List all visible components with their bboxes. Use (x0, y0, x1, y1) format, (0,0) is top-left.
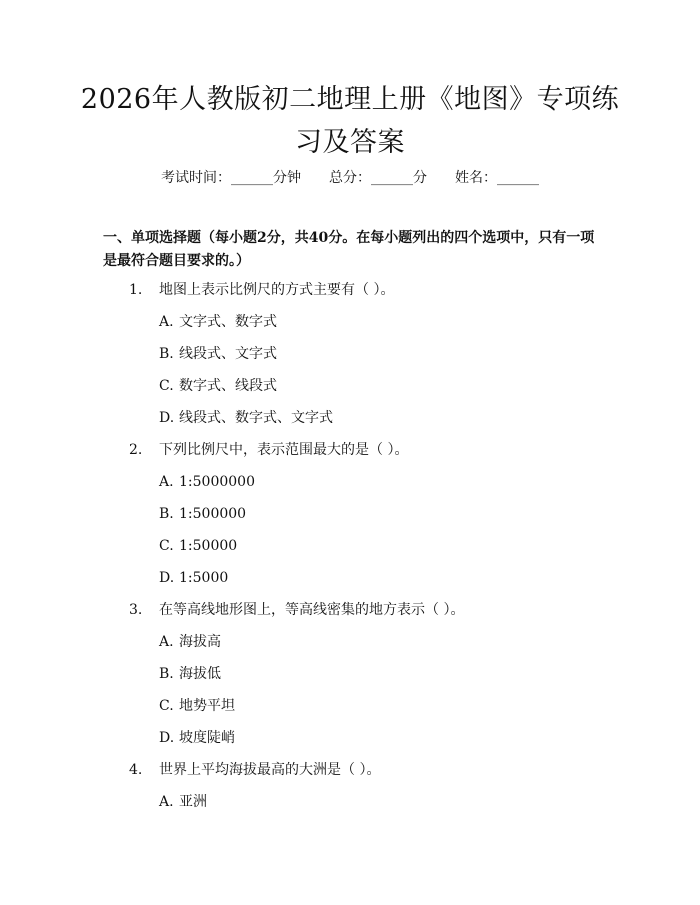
question-3-option-d (0, 728, 700, 760)
option-letter: B. (159, 506, 174, 522)
question-1 (0, 280, 700, 312)
option-text: 数字式、线段式 (179, 378, 277, 394)
option-letter: D. (159, 570, 175, 586)
option-text: 坡度陡峭 (179, 730, 235, 746)
question-stem: 地图上表示比例尺的方式主要有（ ）。 (159, 282, 395, 298)
option-letter: A. (159, 314, 174, 330)
option-text: 1:50000 (179, 538, 238, 554)
question-2-option-b (0, 504, 700, 536)
question-1-option-b (0, 344, 700, 376)
question-2-option-a (0, 472, 700, 504)
question-2-option-d (0, 568, 700, 600)
question-2-option-c (0, 536, 700, 568)
option-text: 线段式、数字式、文字式 (179, 410, 333, 426)
question-4-option-a (0, 792, 700, 824)
option-letter: A. (159, 474, 174, 490)
question-list (0, 280, 700, 824)
option-text: 1:500000 (179, 506, 247, 522)
total-score-field: 总分：______分 (329, 170, 427, 186)
option-text: 亚洲 (179, 794, 207, 810)
option-text: 海拔低 (179, 666, 221, 682)
section-heading: 一、单项选择题（每小题2分，共40分。在每小题列出的四个选项中，只有一项是最符合题目要求的。） (103, 230, 595, 269)
option-text: 1:5000 (179, 570, 229, 586)
question-3 (0, 600, 700, 632)
option-letter: A. (159, 634, 174, 650)
option-letter: B. (159, 666, 174, 682)
option-letter: C. (159, 698, 174, 714)
question-2 (0, 440, 700, 472)
question-number: 4. (129, 762, 143, 778)
question-1-option-d (0, 408, 700, 440)
option-text: 1:5000000 (179, 474, 255, 490)
option-letter: D. (159, 730, 175, 746)
exam-time-field: 考试时间：______分钟 (161, 170, 301, 186)
name-field: 姓名：______ (455, 170, 539, 186)
question-3-option-a (0, 632, 700, 664)
option-letter: D. (159, 410, 175, 426)
question-stem: 世界上平均海拔最高的大洲是（ ）。 (159, 762, 381, 778)
question-number: 1. (129, 282, 143, 298)
option-text: 文字式、数字式 (179, 314, 277, 330)
option-letter: B. (159, 346, 174, 362)
question-number: 3. (129, 602, 143, 618)
question-3-option-b (0, 664, 700, 696)
exam-meta (0, 168, 700, 188)
question-1-option-c (0, 376, 700, 408)
question-stem: 在等高线地形图上，等高线密集的地方表示（ ）。 (159, 602, 465, 618)
question-3-option-c (0, 696, 700, 728)
option-text: 海拔高 (179, 634, 221, 650)
option-letter: C. (159, 538, 174, 554)
document-title: 2026年人教版初二地理上册《地图》专项练习及答案 (80, 84, 620, 158)
option-letter: C. (159, 378, 174, 394)
question-stem: 下列比例尺中，表示范围最大的是（ ）。 (159, 442, 409, 458)
option-text: 地势平坦 (179, 698, 235, 714)
option-text: 线段式、文字式 (179, 346, 277, 362)
question-number: 2. (129, 442, 143, 458)
question-4 (0, 760, 700, 792)
option-letter: A. (159, 794, 174, 810)
question-1-option-a (0, 312, 700, 344)
